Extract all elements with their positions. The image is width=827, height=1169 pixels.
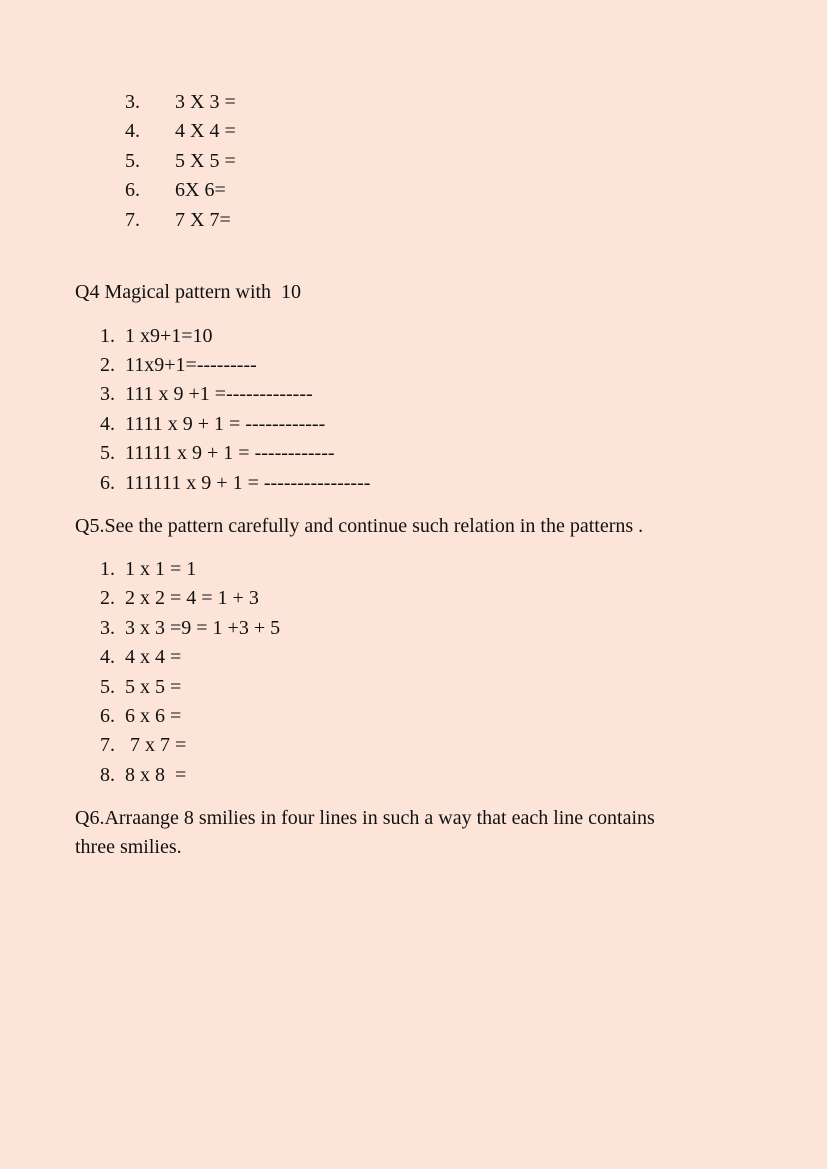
list-item	[125, 119, 236, 143]
q6-line-2: three smilies.	[75, 836, 182, 858]
item-number: 3.	[100, 617, 115, 639]
list-item	[100, 675, 182, 699]
item-number: 8.	[100, 764, 115, 786]
item-number: 6.	[100, 472, 115, 494]
list-item	[100, 586, 259, 610]
list-item	[100, 616, 281, 640]
q4-heading: Q4 Magical pattern with 10	[75, 281, 302, 303]
item-number: 5.	[100, 442, 115, 464]
list-item	[100, 412, 326, 436]
item-text: 1 x9+1=10	[125, 325, 213, 347]
item-number: 3.	[125, 91, 140, 113]
item-text: 5 x 5 =	[125, 676, 182, 698]
item-text: 11x9+1=---------	[125, 354, 257, 376]
list-item	[100, 441, 335, 465]
item-number: 5.	[125, 150, 140, 172]
item-number: 3.	[100, 383, 115, 405]
item-number: 4.	[125, 120, 140, 142]
list-item	[100, 471, 371, 495]
list-item	[125, 90, 236, 114]
list-item	[100, 763, 187, 787]
item-text: 11111 x 9 + 1 = ------------	[125, 442, 335, 464]
item-number: 1.	[100, 325, 115, 347]
item-number: 1.	[100, 558, 115, 580]
list-item	[100, 704, 182, 728]
item-number: 7.	[125, 209, 140, 231]
item-text: 2 x 2 = 4 = 1 + 3	[125, 587, 259, 609]
list-item	[100, 382, 313, 406]
item-number: 4.	[100, 413, 115, 435]
q5-heading: Q5.See the pattern carefully and continue such relation in the patterns .	[75, 515, 644, 537]
item-text: 111111 x 9 + 1 = ----------------	[125, 472, 371, 494]
item-text: 6 x 6 =	[125, 705, 182, 727]
item-text: 1111 x 9 + 1 = ------------	[125, 413, 326, 435]
item-number: 7.	[100, 734, 115, 756]
list-item	[125, 208, 231, 232]
item-text: 7 X 7=	[175, 209, 231, 231]
item-number: 5.	[100, 676, 115, 698]
item-text: 5 X 5 =	[175, 150, 236, 172]
list-item	[125, 149, 236, 173]
item-text: 4 X 4 =	[175, 120, 236, 142]
item-text: 6X 6=	[175, 179, 226, 201]
list-item	[125, 178, 226, 202]
q6-line-1: Q6.Arraange 8 smilies in four lines in such a way that each line contains	[75, 807, 655, 829]
item-text: 4 x 4 =	[125, 646, 182, 668]
item-number: 6.	[100, 705, 115, 727]
list-item	[100, 324, 213, 348]
list-item	[100, 645, 182, 669]
item-text: 8 x 8 =	[125, 764, 187, 786]
list-item	[100, 557, 197, 581]
item-text: 1 x 1 = 1	[125, 558, 197, 580]
list-item	[100, 733, 187, 757]
item-text: 3 X 3 =	[175, 91, 236, 113]
item-number: 2.	[100, 587, 115, 609]
item-text: 111 x 9 +1 =-------------	[125, 383, 313, 405]
item-text: 3 x 3 =9 = 1 +3 + 5	[125, 617, 281, 639]
item-number: 4.	[100, 646, 115, 668]
item-number: 6.	[125, 179, 140, 201]
item-number: 2.	[100, 354, 115, 376]
item-text: 7 x 7 =	[125, 734, 187, 756]
list-item	[100, 353, 257, 377]
